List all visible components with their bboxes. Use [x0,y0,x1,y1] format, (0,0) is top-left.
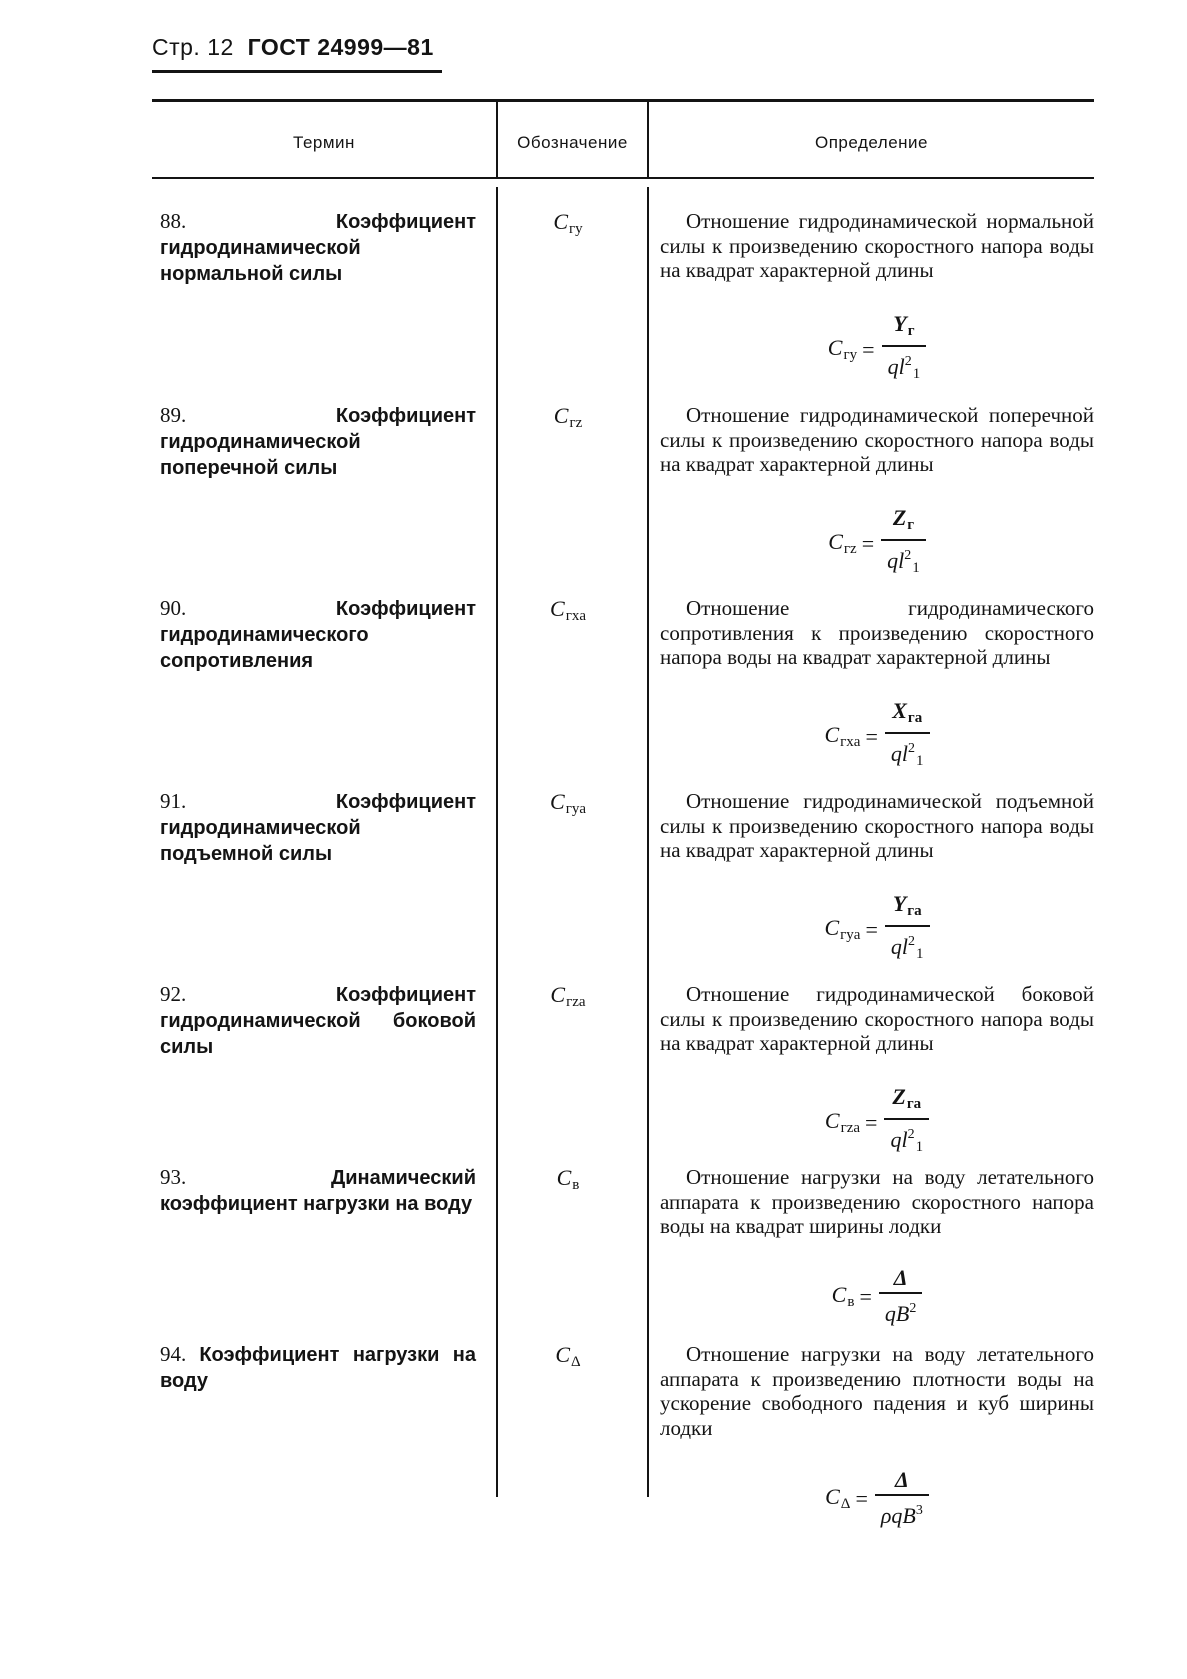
term-name: Коэффициент гидродинамической нормальной силы [160,211,476,285]
definition: Отношение гидродинамической подъемной силы к произведению скоростного напора воды на квадрат характерной длины [660,789,1094,862]
term-number: 88. [160,209,187,233]
column-divider-2-body [647,187,649,1497]
symbol: $C_{гya}$ [550,789,586,817]
definition: Отношение нагрузки на воду летательного аппарата к произведению плотности воды на ускорение свободного падения и куб ширины лодки [660,1342,1094,1440]
symbol: $C_{гz}$ [553,403,583,431]
term: 93. Динамический коэффициент нагрузки на воду [160,1165,476,1215]
column-header-term: Термин [293,133,355,152]
column-header-symbol: Обозначение [517,133,628,152]
definition: Отношение гидродинамической нормальной силы к произведению скоростного напора воды на квадрат характерной длины [660,209,1094,282]
term: 91. Коэффициент гидродинамической подъемной силы [160,789,476,865]
term [160,209,476,287]
formula: $C_в$ = $\frac{\Delta}{qB^2}$ [660,1266,1094,1327]
formula: $C_{гz}$ = $\frac{Z_г}{ql^2_1}$ [660,506,1094,581]
symbol: $C_в$ [556,1165,580,1193]
term: 94. Коэффициент нагрузки на воду [160,1342,477,1392]
definition: Отношение гидродинамической поперечной силы к произведению скоростного напора воды на квадрат характерной длины [660,403,1094,476]
page-number: Стр. 12 [152,34,234,60]
column-divider-1-body [496,187,498,1497]
formula: $C_{гya}$ = $\frac{Y_{гa}}{ql^2_1}$ [660,892,1094,967]
term: 89. Коэффициент гидродинамической поперечной силы [160,403,476,479]
symbol: $C_{гу}$ [553,209,583,237]
symbol: $C_{гza}$ [550,982,586,1010]
definition: Отношение гидродинамического сопротивления к произведению скоростного напора воды на квадрат характерной длины [660,596,1094,669]
standard-code: ГОСТ 24999—81 [247,34,434,60]
symbol: $C_\Delta$ [555,1342,581,1370]
definition: Отношение нагрузки на воду летательного аппарата к произведению скоростного напора воды на квадрат ширины лодки [660,1165,1094,1238]
symbol: $C_{гxa}$ [550,596,586,624]
formula: $C_{гxa}$ = $\frac{X_{гa}}{ql^2_1}$ [660,699,1094,774]
term: 92. Коэффициент гидродинамической боковой силы [160,982,476,1058]
table-top-rule [152,99,1094,102]
column-header-definition: Определение [815,133,928,152]
header-underline [152,70,442,73]
formula: $C_\Delta$ = $\frac{\Delta}{\rho qB^3}$ [660,1468,1094,1529]
definition: Отношение гидродинамической боковой силы к произведению скоростного напора воды на квадрат характерной длины [660,982,1094,1055]
term: 90. Коэффициент гидродинамического сопротивления [160,596,476,672]
formula: $C_{гу}$ = $\frac{Y_г}{ql^2_1}$ [660,312,1094,387]
table-header-rule [152,177,1094,179]
formula: $C_{гza}$ = $\frac{Z_{гa}}{ql^2_1}$ [660,1085,1094,1160]
page-header [152,34,434,61]
